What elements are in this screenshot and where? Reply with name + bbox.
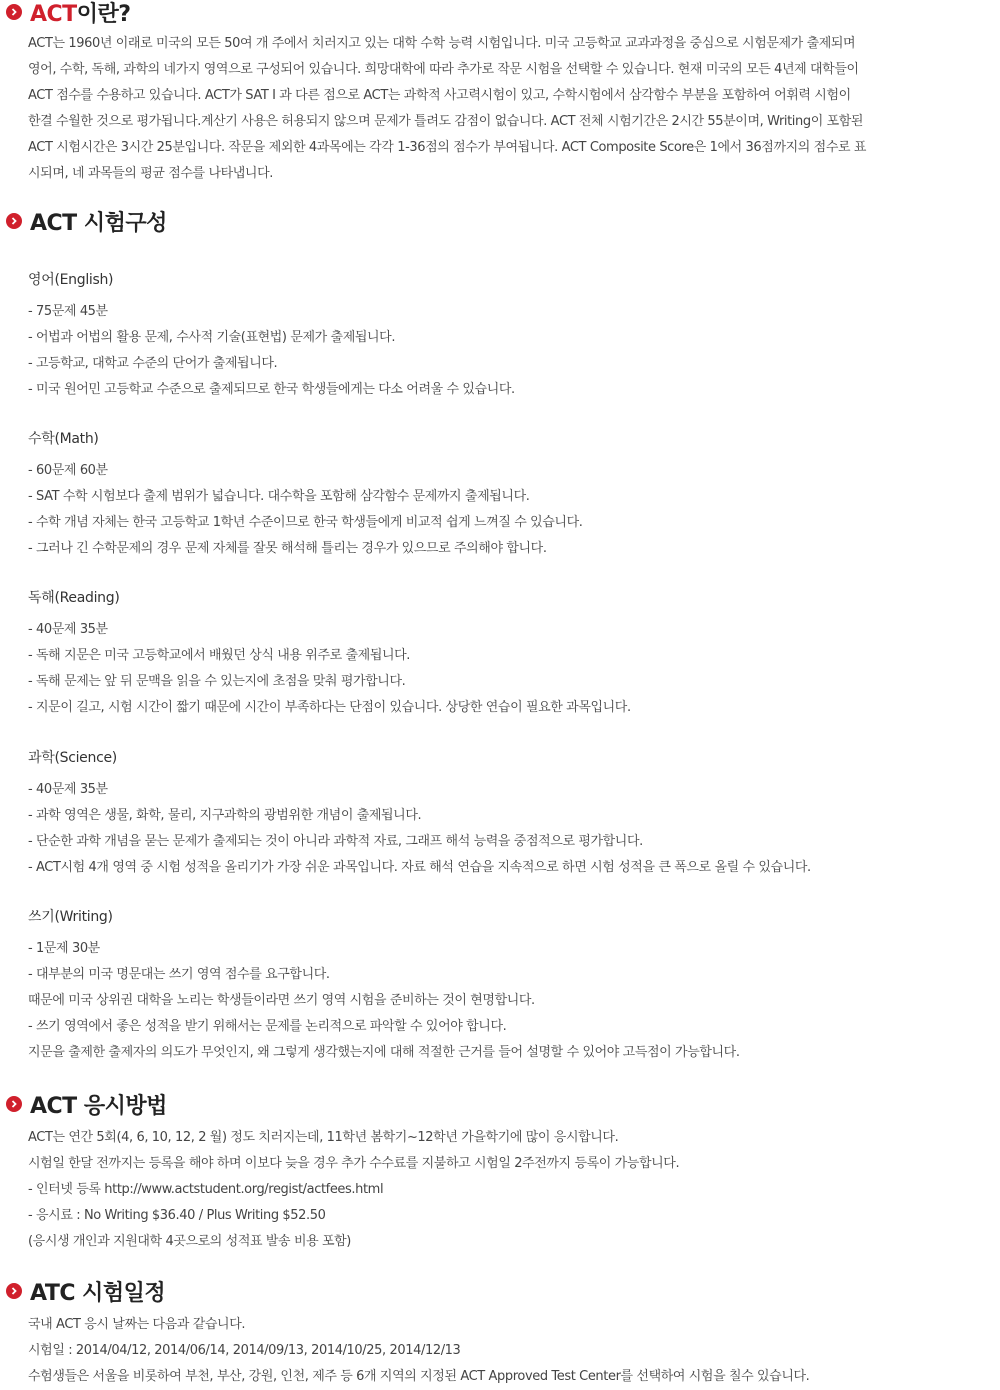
section-composition-title: ACT 시험구성: [30, 210, 167, 236]
body-line: 영어, 수학, 독해, 과학의 네가지 영역으로 구성되어 있습니다. 희망대학에 따라 추가로 작문 시험을 선택할 수 있습니다. 현재 미국의 모든 4년제 대학들이: [28, 62, 859, 77]
section-schedule-heading: [6, 1276, 165, 1306]
list-item: - 미국 원어민 고등학교 수준으로 출제되므로 한국 학생들에게는 다소 어려울 수 있습니다.: [28, 382, 515, 397]
chevron-right-icon: [6, 1096, 22, 1112]
list-item: - 쓰기 영역에서 좋은 성적을 받기 위해서는 문제를 논리적으로 파악할 수 있어야 합니다.: [28, 1019, 507, 1034]
body-line: 한결 수월한 것으로 평가됩니다.계산기 사용은 허용되지 않으며 문제가 틀려도 감점이 없습니다. ACT 전체 시험기간은 2시간 55분이며, Writing이 포함된: [28, 114, 864, 129]
list-item: - 대부분의 미국 명문대는 쓰기 영역 점수를 요구합니다.: [28, 967, 330, 982]
section-composition-heading: [6, 206, 167, 236]
list-item: - 60문제 60분: [28, 463, 108, 478]
subject-reading-label: 독해(Reading): [28, 590, 120, 606]
section-method-title: ACT 응시방법: [30, 1093, 167, 1119]
chevron-right-icon: [6, 213, 22, 229]
list-item: - ACT시험 4개 영역 중 시험 성적을 올리기가 가장 쉬운 과목입니다. 자료 해석 연습을 지속적으로 하면 시험 성적을 큰 폭으로 올릴 수 있습니다.: [28, 860, 811, 875]
subject-science-list: [28, 777, 986, 881]
chevron-right-icon: [6, 4, 22, 20]
list-item: - 독해 문제는 앞 뒤 문맥을 읽을 수 있는지에 초점을 맞춰 평가합니다.: [28, 674, 406, 689]
section-about-body: [28, 31, 986, 187]
subject-english-label: 영어(English): [28, 272, 114, 288]
section-about-title: [30, 0, 130, 28]
subject-english-list: [28, 299, 986, 403]
title-accent: ACT: [30, 1, 77, 27]
body-line: ACT 점수를 수용하고 있습니다. ACT가 SAT Ⅰ 과 다른 점으로 ACT는 과학적 사고력시험이 있고, 수학시험에서 삼각함수 부분을 포함하여 어휘력 시험이: [28, 88, 851, 103]
title-rest: 이란?: [76, 1, 131, 27]
list-item: - 단순한 과학 개념을 묻는 문제가 출제되는 것이 아니라 과학적 자료, 그래프 해석 능력을 중점적으로 평가합니다.: [28, 834, 643, 849]
body-line: 시되며, 네 과목들의 평균 점수를 나타냅니다.: [28, 166, 273, 181]
list-item: - 수학 개념 자체는 한국 고등학교 1학년 수준이므로 한국 학생들에게 비교적 쉽게 느껴질 수 있습니다.: [28, 515, 583, 530]
section-method-heading: [6, 1089, 167, 1119]
body-line: ACT 시험시간은 3시간 25분입니다. 작문을 제외한 4과목에는 각각 1-36점의 점수가 부여됩니다. ACT Composite Score은 1에서 36점까지의 점수로 표: [28, 140, 867, 155]
section-schedule-title: ATC 시험일정: [30, 1280, 166, 1306]
registration-url-line: - 인터넷 등록 http://www.actstudent.org/regist/actfees.html: [28, 1182, 384, 1197]
list-item: - 40문제 35분: [28, 782, 108, 797]
list-item: - 어법과 어법의 활용 문제, 수사적 기술(표현법) 문제가 출제됩니다.: [28, 330, 396, 345]
body-line: 국내 ACT 응시 날짜는 다음과 같습니다.: [28, 1317, 246, 1332]
list-item: - 지문이 길고, 시험 시간이 짧기 때문에 시간이 부족하다는 단점이 있습니다. 상당한 연습이 필요한 과목입니다.: [28, 700, 631, 715]
list-item: 때문에 미국 상위권 대학을 노리는 학생들이라면 쓰기 영역 시험을 준비하는 것이 현명합니다.: [28, 993, 535, 1008]
body-line: (응시생 개인과 지원대학 4곳으로의 성적표 발송 비용 포함): [28, 1234, 351, 1249]
list-item: - 과학 영역은 생물, 화학, 물리, 지구과학의 광범위한 개념이 출제됩니다.: [28, 808, 422, 823]
subject-math-label: 수학(Math): [28, 431, 99, 447]
subject-math-list: [28, 458, 986, 562]
list-item: - 1문제 30분: [28, 941, 100, 956]
subject-writing-label: 쓰기(Writing): [28, 909, 113, 925]
body-line: - 응시료 : No Writing $36.40 / Plus Writing $52.50: [28, 1208, 326, 1223]
list-item: 지문을 출제한 출제자의 의도가 무엇인지, 왜 그렇게 생각했는지에 대해 적절한 근거를 들어 설명할 수 있어야 고득점이 가능합니다.: [28, 1045, 740, 1060]
section-method-body: [28, 1125, 986, 1255]
body-line: 시험일 한달 전까지는 등록을 해야 하며 이보다 늦을 경우 추가 수수료를 지불하고 시험일 2주전까지 등록이 가능합니다.: [28, 1156, 680, 1171]
list-item: - 40문제 35분: [28, 622, 108, 637]
subject-science-label: 과학(Science): [28, 750, 117, 766]
section-schedule-body: [28, 1312, 986, 1390]
list-item: - 독해 지문은 미국 고등학교에서 배웠던 상식 내용 위주로 출제됩니다.: [28, 648, 411, 663]
body-line: ACT는 연간 5회(4, 6, 10, 12, 2 월) 정도 치러지는데, 11학년 봄학기~12학년 가을학기에 많이 응시합니다.: [28, 1130, 619, 1145]
body-line: 수험생들은 서울을 비롯하여 부천, 부산, 강원, 인천, 제주 등 6개 지역의 지정된 ACT Approved Test Center를 선택하여 시험을 칠수 있습니다.: [28, 1369, 810, 1384]
list-item: - 고등학교, 대학교 수준의 단어가 출제됩니다.: [28, 356, 278, 371]
body-line: ACT는 1960년 이래로 미국의 모든 50여 개 주에서 치러지고 있는 대학 수학 능력 시험입니다. 미국 고등학교 교과과정을 중심으로 시험문제가 출제되며: [28, 36, 856, 51]
subject-writing-list: [28, 936, 986, 1066]
section-about-heading: [6, 0, 130, 27]
list-item: - 그러나 긴 수학문제의 경우 문제 자체를 잘못 해석해 틀리는 경우가 있으므로 주의해야 합니다.: [28, 541, 547, 556]
body-line: 시험일 : 2014/04/12, 2014/06/14, 2014/09/13, 2014/10/25, 2014/12/13: [28, 1343, 461, 1358]
subject-reading-list: [28, 617, 986, 721]
chevron-right-icon: [6, 1283, 22, 1299]
list-item: - 75문제 45분: [28, 304, 108, 319]
list-item: - SAT 수학 시험보다 출제 범위가 넓습니다. 대수학을 포함해 삼각함수 문제까지 출제됩니다.: [28, 489, 530, 504]
